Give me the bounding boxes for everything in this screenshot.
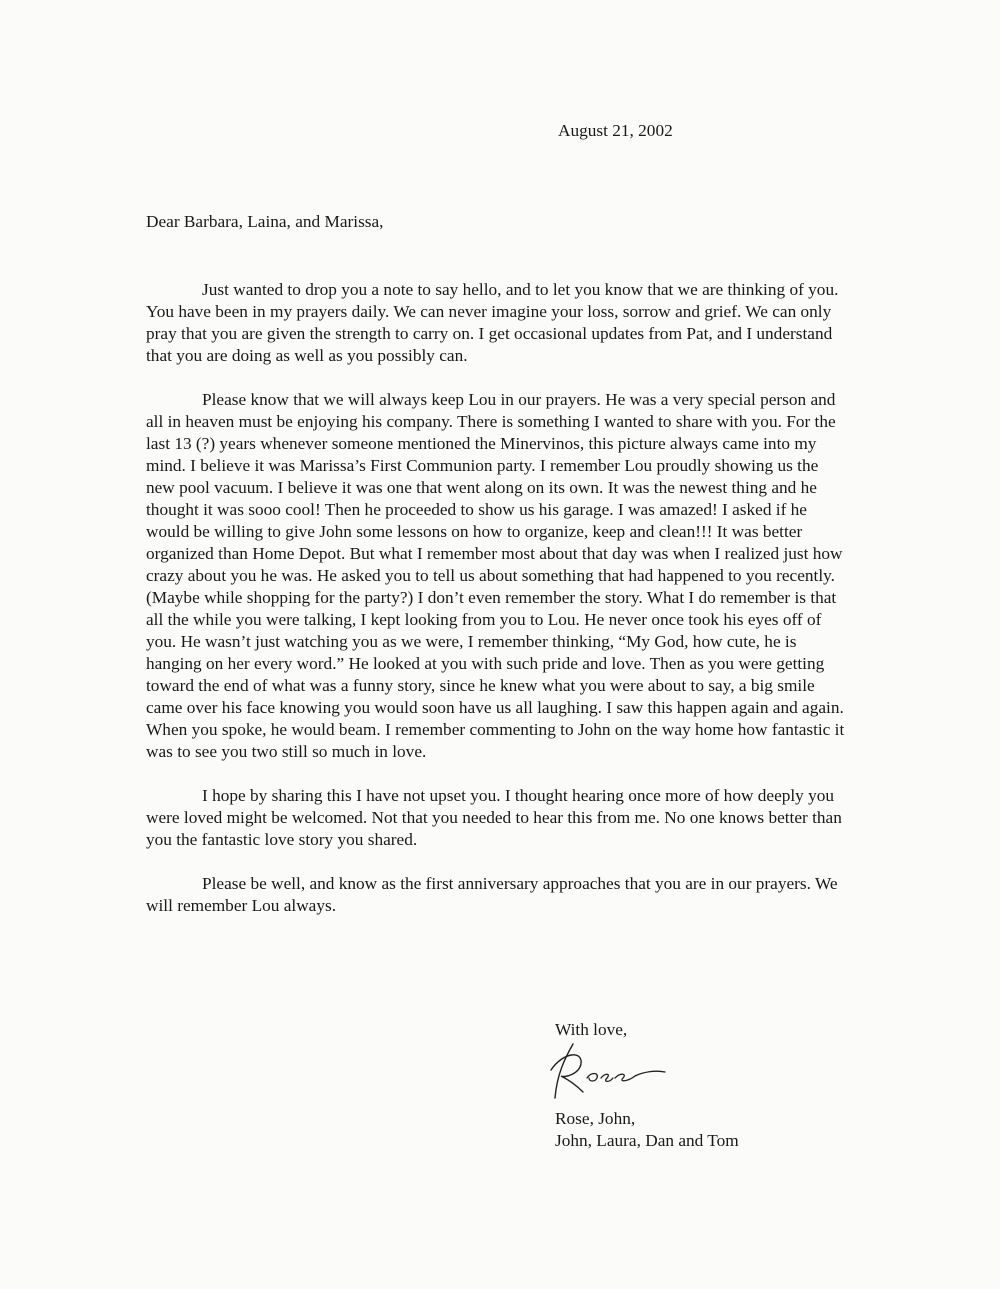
letter-body (146, 279, 846, 939)
paragraph-3: I hope by sharing this I have not upset you. I thought hearing once more of how deeply you were loved might be welcomed. Not that you needed to hear this from me. No one knows better than you the fantastic love story you shared. (146, 786, 842, 849)
salutation: Dear Barbara, Laina, and Marissa, (146, 212, 384, 231)
closing: With love, (555, 1020, 628, 1039)
paragraph-2: Please know that we will always keep Lou in our prayers. He was a very special person and all in heaven must be enjoying his company. There is something I wanted to share with you. For the last 13 (?) years whenever someone mentioned the Minervinos, this picture always came into my mind. I believe it was Marissa’s First Communion party. I remember Lou proudly showing us the new pool vacuum. I believe it was one that went along on its own. It was the newest thing and he thought it was sooo cool! Then he proceeded to show us his garage. I was amazed! I asked if he would be willing to give John some lessons on how to organize, keep and clean!!! It was better organized than Home Depot. But what I remember most about that day was when I realized just how crazy about you he was. He asked you to tell us about something that had happened to you recently. (Maybe while shopping for the party?) I don’t even remember the story. What I do remember is that all the while you were talking, I kept looking from you to Lou. He never once took his eyes off of you. He wasn’t just watching you as we were, I remember thinking, “My God, how cute, he is hanging on her every word.” He looked at you with such pride and love. Then as you were getting toward the end of what was a funny story, since he knew what you were about to say, a big smile came over his face knowing you would soon have us all laughing. I saw this happen again and again. When you spoke, he would beam. I remember commenting to John on the way home how fantastic it was to see you two still so much in love. (146, 390, 845, 761)
handwritten-signature (543, 1040, 673, 1102)
paragraph-1: Just wanted to drop you a note to say hello, and to let you know that we are thinking of you. You have been in my prayers daily. We can never imagine your loss, sorrow and grief. We can only pray that you are given the strength to carry on. I get occasional updates from Pat, and I understand that you are doing as well as you possibly can. (146, 280, 839, 365)
signer-line-2: John, Laura, Dan and Tom (555, 1131, 739, 1150)
paragraph-4: Please be well, and know as the first anniversary approaches that you are in our prayers. We will remember Lou always. (146, 874, 838, 915)
signer-line-1: Rose, John, (555, 1109, 636, 1128)
signers-block (555, 1108, 739, 1152)
letter-date: August 21, 2002 (558, 121, 673, 140)
